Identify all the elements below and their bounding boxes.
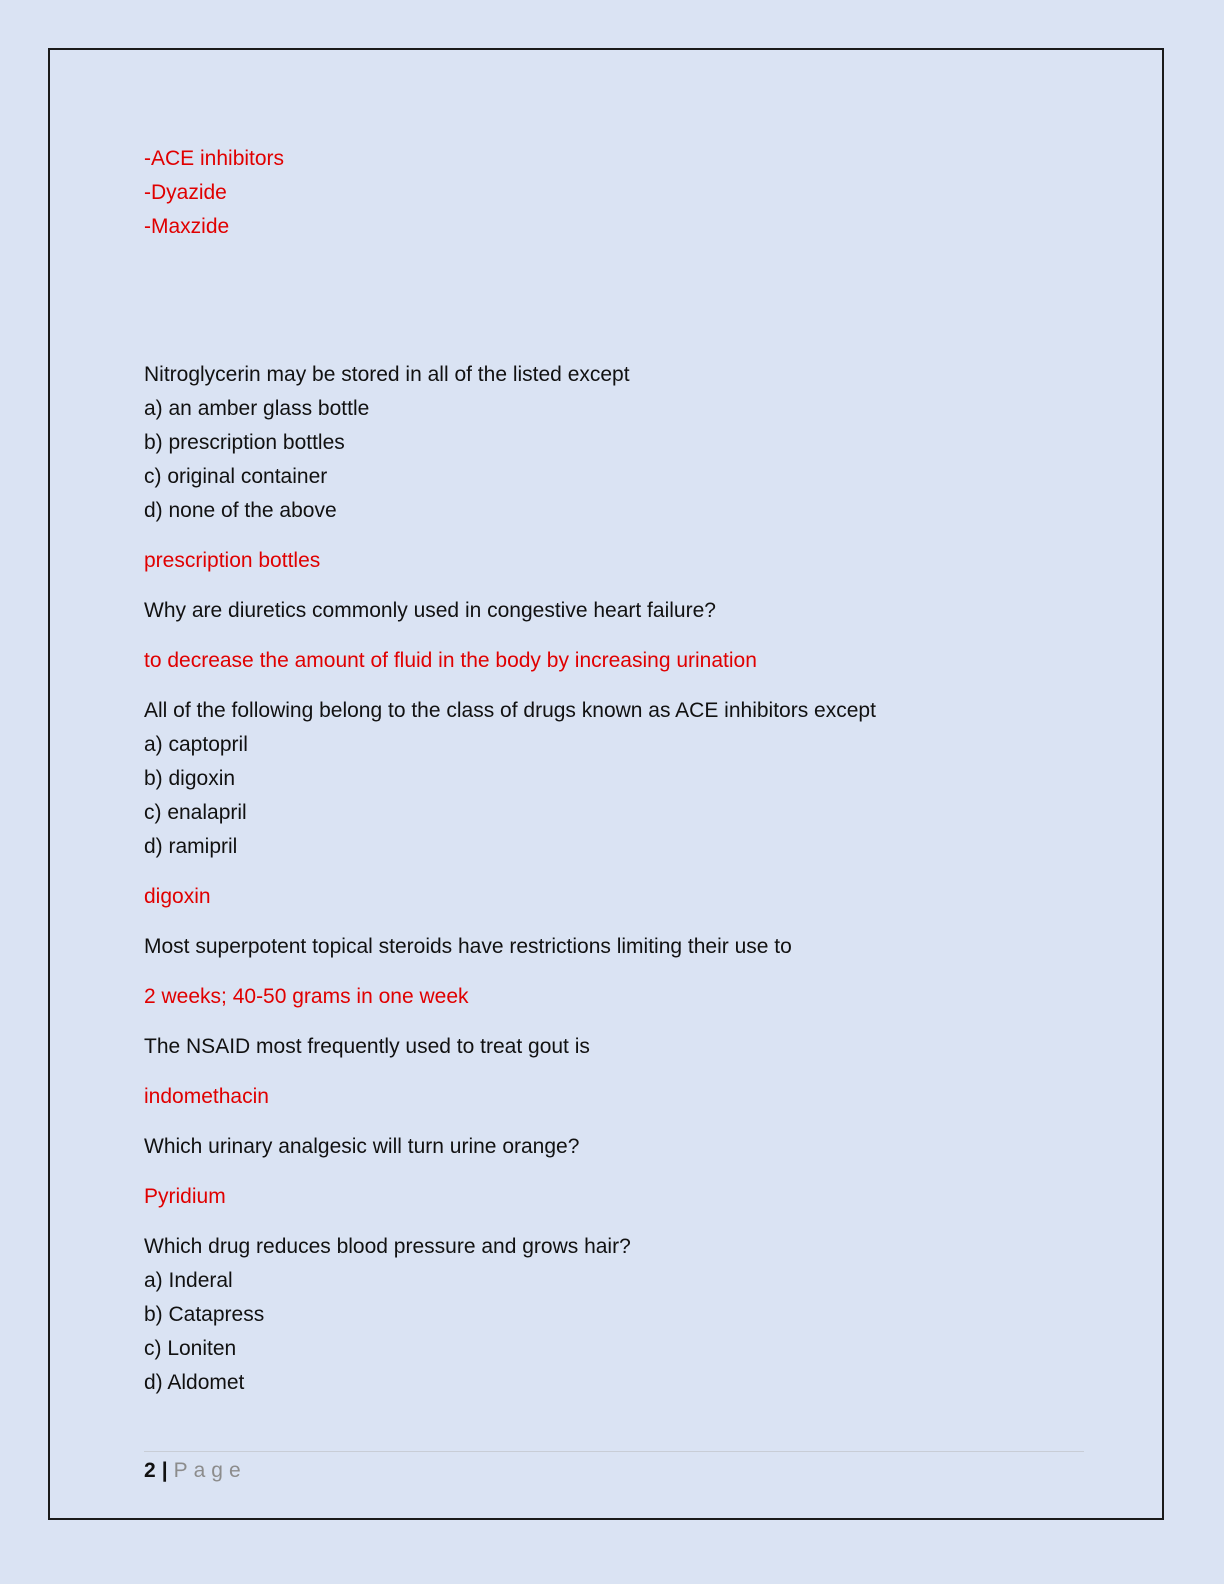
page-number: 2 (144, 1459, 156, 1482)
option-item: a) captopril (144, 733, 248, 756)
footer-divider (144, 1451, 1084, 1452)
answer-text: Pyridium (144, 1185, 226, 1208)
question-text: Which drug reduces blood pressure and grows hair? (144, 1235, 631, 1258)
answer-list-item: -Maxzide (144, 215, 230, 238)
answer-text: prescription bottles (144, 549, 321, 572)
option-item: d) Aldomet (144, 1371, 245, 1394)
question-text: Which urinary analgesic will turn urine orange? (144, 1135, 580, 1158)
option-item: b) Catapress (144, 1303, 265, 1326)
answer-text: digoxin (144, 885, 211, 908)
option-item: d) none of the above (144, 499, 337, 522)
option-item: a) an amber glass bottle (144, 397, 370, 420)
question-text: Nitroglycerin may be stored in all of the listed except (144, 363, 630, 386)
page-footer (144, 1456, 247, 1486)
option-item: d) ramipril (144, 835, 238, 858)
option-item: a) Inderal (144, 1269, 233, 1292)
question-text: Why are diuretics commonly used in congestive heart failure? (144, 599, 716, 622)
option-item: c) original container (144, 465, 328, 488)
answer-text: 2 weeks; 40-50 grams in one week (144, 985, 469, 1008)
answer-list-item: -Dyazide (144, 181, 227, 204)
option-item: c) enalapril (144, 801, 247, 824)
answer-list-item: -ACE inhibitors (144, 147, 285, 170)
question-text: The NSAID most frequently used to treat gout is (144, 1035, 590, 1058)
option-item: c) Loniten (144, 1337, 237, 1360)
option-item: b) digoxin (144, 767, 236, 790)
spacer (144, 244, 1084, 358)
document-body (144, 142, 1084, 1400)
answer-text: indomethacin (144, 1085, 269, 1108)
page-label: Page (173, 1459, 247, 1482)
option-item: b) prescription bottles (144, 431, 345, 454)
footer-separator: | (161, 1459, 168, 1482)
question-text: Most superpotent topical steroids have restrictions limiting their use to (144, 935, 792, 958)
question-text: All of the following belong to the class of drugs known as ACE inhibitors except (144, 699, 876, 722)
answer-text: to decrease the amount of fluid in the body by increasing urination (144, 649, 757, 672)
